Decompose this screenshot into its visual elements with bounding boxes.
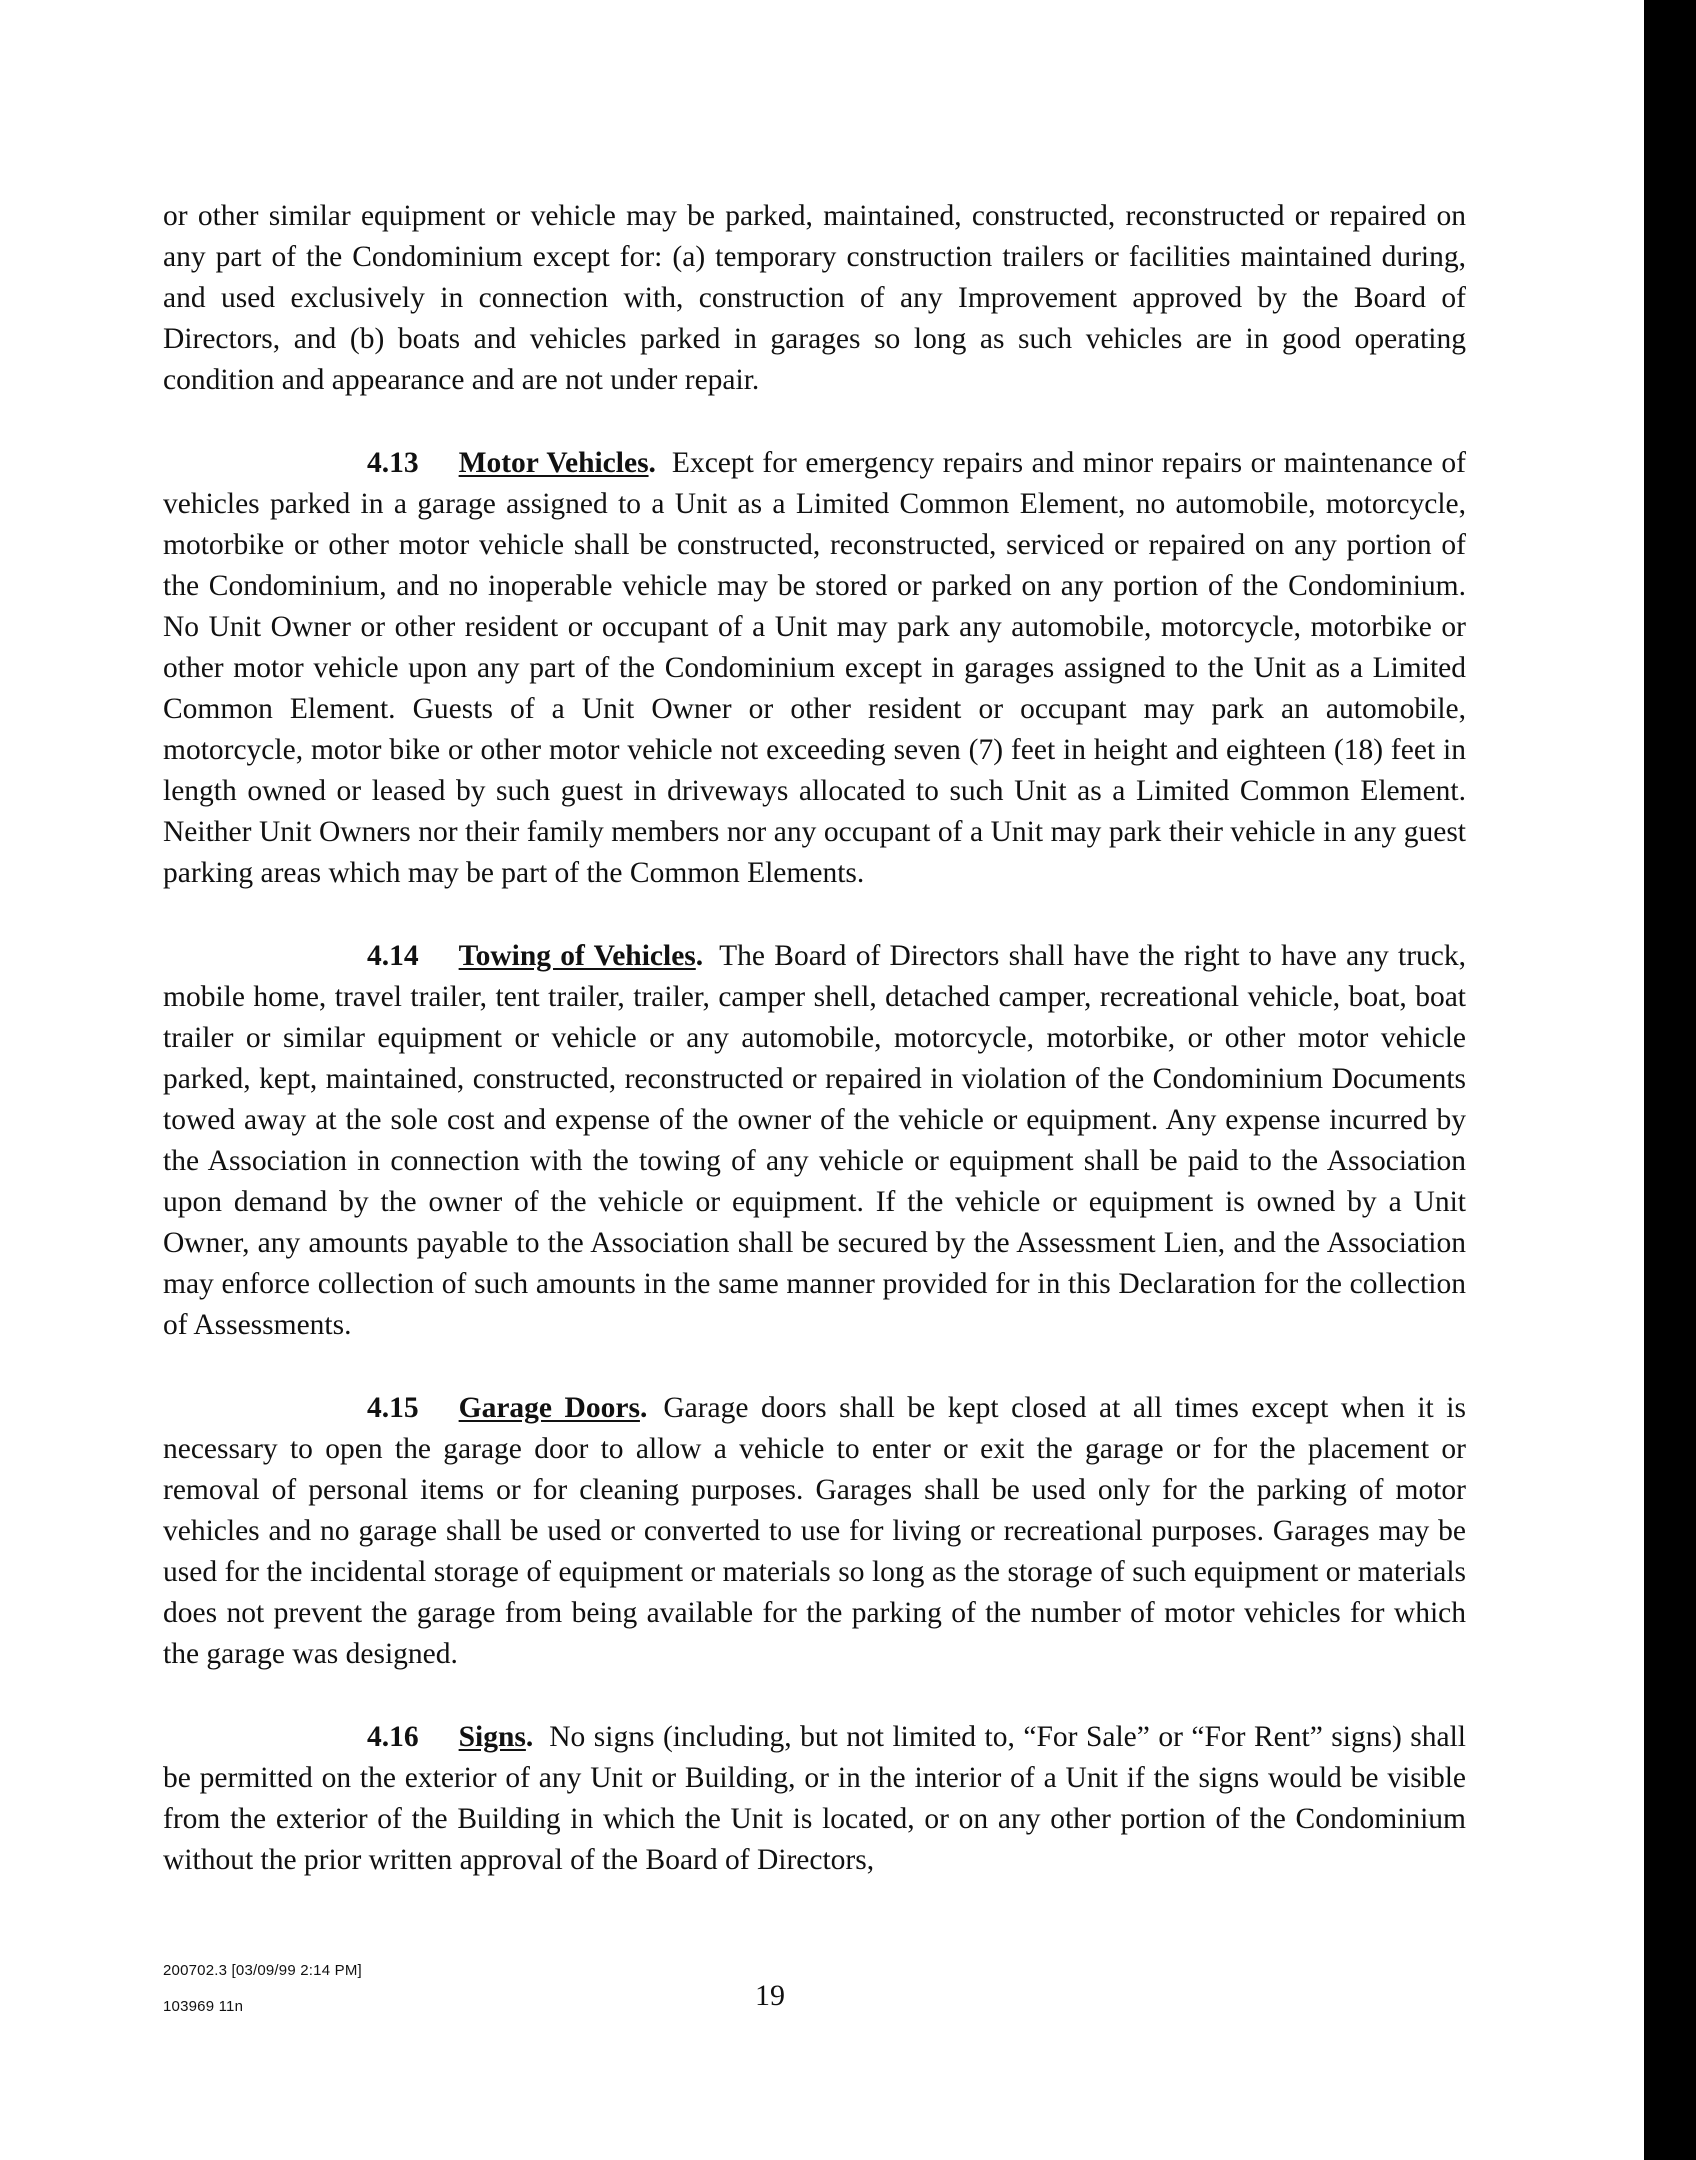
section-title-period: .	[639, 1392, 648, 1424]
section-number: 4.15	[367, 1392, 419, 1424]
scan-edge-border	[1644, 0, 1696, 2160]
section-4-13-motor-vehicles	[163, 443, 1466, 894]
section-4-14-towing-of-vehicles	[163, 936, 1466, 1346]
paragraph-text: or other similar equipment or vehicle may be parked, maintained, constructed, reconstructed or repaired on any part of the Condominium except for: (a) temporary construction trailers or facilities maintained during, and used exclusively in connection with, construction of any Improvement approved by the Board of Directors, and (b) boats and vehicles parked in garages so long as such vehicles are in good operating condition and appearance and are not under repair.	[163, 200, 1466, 396]
footer-document-code: 103969 11n	[163, 1998, 244, 2015]
section-title-period: .	[525, 1721, 534, 1753]
section-text: The Board of Directors shall have the right to have any truck, mobile home, travel trailer, tent trailer, trailer, camper shell, detached camper, recreational vehicle, boat, boat trailer or similar equipment or vehicle or any automobile, motorcycle, motorbike, or other motor vehicle parked, kept, maintained, constructed, reconstructed or repaired in violation of the Condominium Documents towed away at the sole cost and expense of the owner of the vehicle or equipment. Any expense incurred by the Association in connection with the towing of any vehicle or equipment shall be paid to the Association upon demand by the owner of the vehicle or equipment. If the vehicle or equipment is owned by a Unit Owner, any amounts payable to the Association shall be secured by the Assessment Lien, and the Association may enforce collection of such amounts in the same manner provided for in this Declaration for the collection of Assessments.	[163, 940, 1466, 1341]
page-number: 19	[755, 1979, 785, 2012]
section-text: No signs (including, but not limited to, “For Sale” or “For Rent” signs) shall be permitted on the exterior of any Unit or Building, or in the interior of a Unit if the signs would be visible from the exterior of the Building in which the Unit is located, or on any other portion of the Condominium without the prior written approval of the Board of Directors,	[163, 1721, 1466, 1876]
section-title: Towing of Vehicles	[458, 940, 696, 972]
section-title-period: .	[695, 940, 704, 972]
section-4-16-signs	[163, 1717, 1466, 1881]
section-title: Motor Vehicles	[458, 447, 649, 479]
paragraph-continuation	[163, 196, 1466, 401]
section-title-period: .	[648, 447, 656, 479]
section-title: Signs	[458, 1721, 526, 1753]
section-text: Garage doors shall be kept closed at all times except when it is necessary to open the garage door to allow a vehicle to enter or exit the garage or for the placement or removal of personal items or for cleaning purposes. Garages shall be used only for the parking of motor vehicles and no garage shall be used or converted to use for living or recreational purposes. Garages may be used for the incidental storage of equipment or materials so long as the storage of such equipment or materials does not prevent the garage from being available for the parking of the number of motor vehicles for which the garage was designed.	[163, 1392, 1466, 1670]
footer-document-reference: 200702.3 [03/09/99 2:14 PM]	[163, 1962, 362, 1979]
section-title: Garage Doors	[458, 1392, 640, 1424]
section-number: 4.14	[367, 940, 419, 972]
section-4-15-garage-doors	[163, 1388, 1466, 1675]
section-number: 4.13	[367, 447, 419, 479]
section-text: Except for emergency repairs and minor repairs or maintenance of vehicles parked in a garage assigned to a Unit as a Limited Common Element, no automobile, motorcycle, motorbike or other motor vehicle shall be constructed, reconstructed, serviced or repaired on any portion of the Condominium, and no inoperable vehicle may be stored or parked on any portion of the Condominium. No Unit Owner or other resident or occupant of a Unit may park any automobile, motorcycle, motorbike or other motor vehicle upon any part of the Condominium except in garages assigned to the Unit as a Limited Common Element. Guests of a Unit Owner or other resident or occupant may park an automobile, motorcycle, motor bike or other motor vehicle not exceeding seven (7) feet in height and eighteen (18) feet in length owned or leased by such guest in driveways allocated to such Unit as a Limited Common Element. Neither Unit Owners nor their family members nor any occupant of a Unit may park their vehicle in any guest parking areas which may be part of the Common Elements.	[163, 447, 1466, 889]
document-body	[163, 196, 1466, 1923]
section-number: 4.16	[367, 1721, 419, 1753]
